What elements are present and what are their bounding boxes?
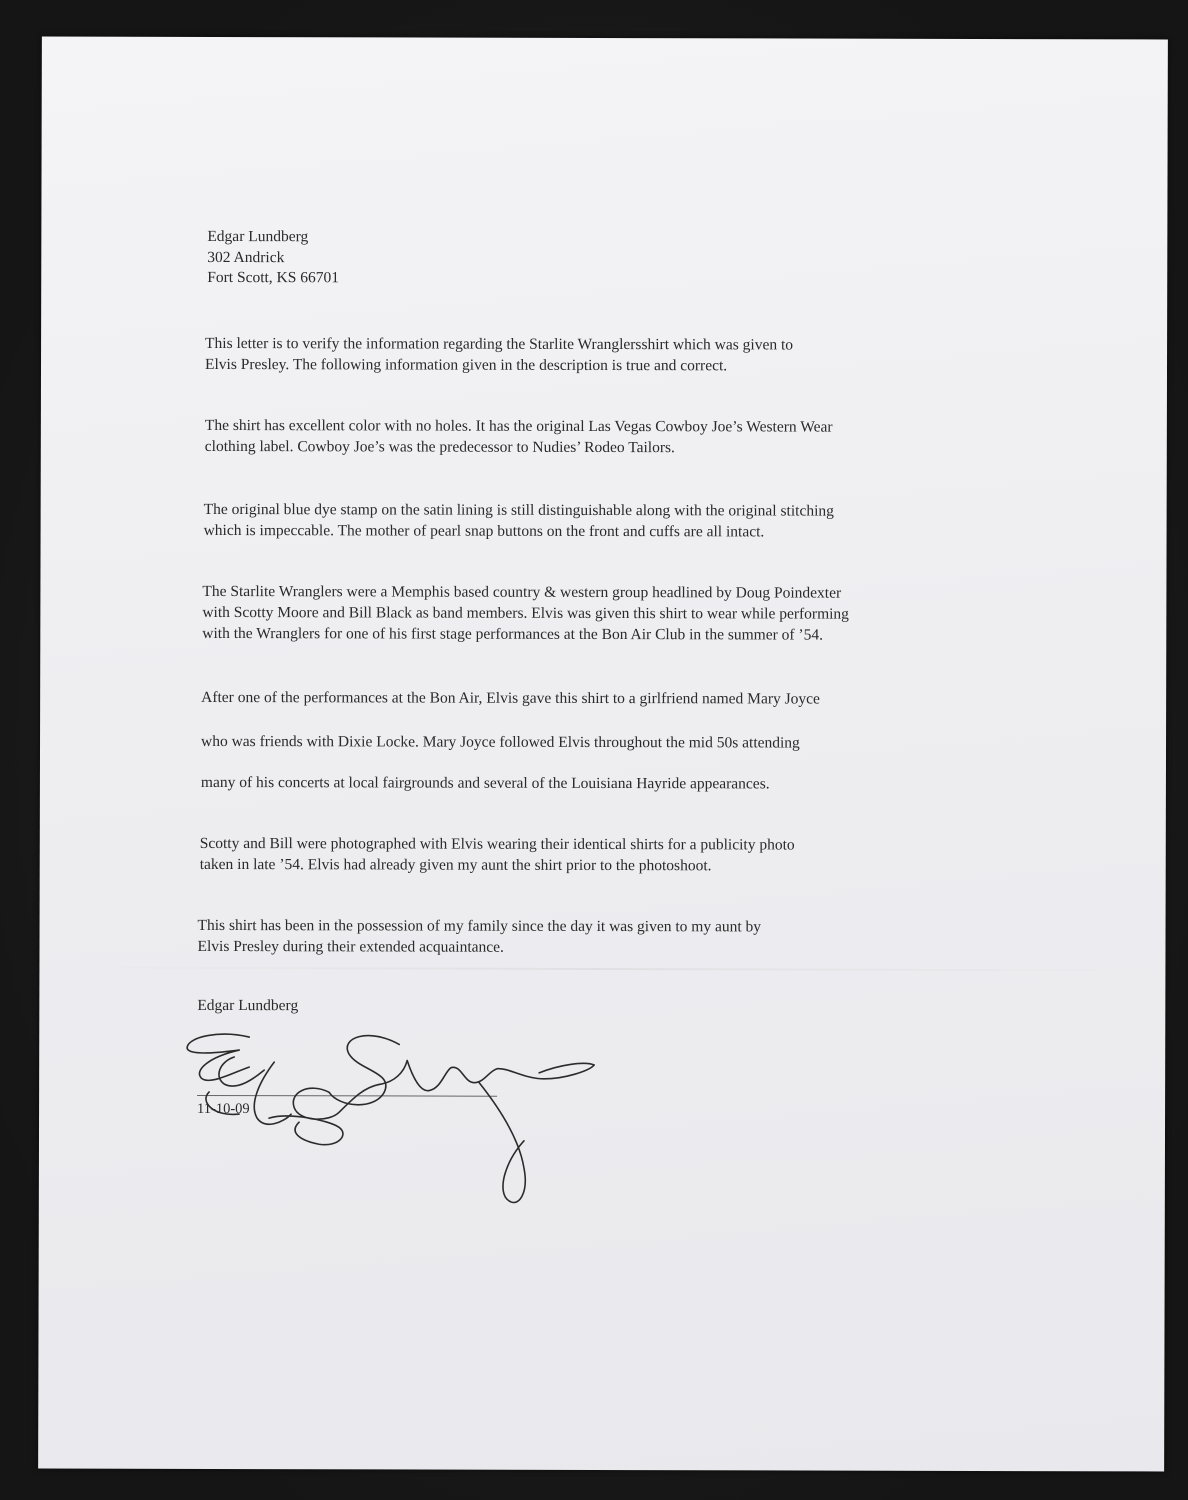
paragraph-verification [205, 333, 793, 377]
sender-street: 302 Andrick [207, 248, 285, 266]
paper-fold-crease [39, 967, 1165, 972]
sender-city: Fort Scott, KS 66701 [207, 268, 340, 287]
paragraph-line: which is impeccable. The mother of pearl snap buttons on the front and cuffs are all intact. [203, 521, 765, 541]
paragraph-line-mary-joyce-1: After one of the performances at the Bon Air, Elvis gave this shirt to a girlfriend named Mary Joyce [201, 688, 820, 708]
paragraph-band-history [202, 581, 849, 646]
paragraph-line: taken in late ’54. Elvis had already given my aunt the shirt prior to the photoshoot. [199, 855, 712, 875]
paragraph-line: The shirt has excellent color with no holes. It has the original Las Vegas Cowboy Joe’s Western Wear [204, 416, 833, 436]
paragraph-lining [204, 499, 834, 543]
letter-page [38, 37, 1168, 1472]
paragraph-line: with the Wranglers for one of his first stage performances at the Bon Air Club in the summer of ’54. [202, 624, 824, 644]
signature-date: 11-10-09 [197, 1100, 250, 1118]
paragraph-possession [197, 915, 761, 958]
paragraph-line: clothing label. Cowboy Joe’s was the predecessor to Nudies’ Rodeo Tailors. [204, 437, 675, 457]
sender-address [207, 227, 339, 289]
paragraph-publicity-photo [200, 833, 795, 877]
paragraph-line: with Scotty Moore and Bill Black as band members. Elvis was given this shirt to wear while performing [202, 603, 849, 623]
sender-name: Edgar Lundberg [207, 227, 309, 246]
paragraph-line: The Starlite Wranglers were a Memphis based country & western group headlined by Doug Poindexter [202, 582, 842, 602]
paragraph-line: Scotty and Bill were photographed with Elvis wearing their identical shirts for a publicity photo [199, 834, 795, 854]
paragraph-line: Elvis Presley. The following information given in the description is true and correct. [204, 355, 728, 375]
paragraph-line-mary-joyce-2: who was friends with Dixie Locke. Mary Joyce followed Elvis throughout the mid 50s attending [201, 732, 800, 752]
paragraph-line: This letter is to verify the information regarding the Starlite Wranglersshirt which was given to [205, 334, 794, 354]
handwritten-signature [179, 1022, 599, 1213]
paragraph-line-mary-joyce-3: many of his concerts at local fairgrounds and several of the Louisiana Hayride appearances. [200, 773, 770, 793]
paragraph-condition [205, 415, 833, 459]
signoff-name: Edgar Lundberg [197, 996, 299, 1015]
paragraph-line: This shirt has been in the possession of my family since the day it was given to my aunt by [197, 916, 762, 936]
paragraph-line: The original blue dye stamp on the satin lining is still distinguishable along with the original stitching [203, 500, 834, 520]
paragraph-line: Elvis Presley during their extended acquaintance. [197, 937, 504, 956]
